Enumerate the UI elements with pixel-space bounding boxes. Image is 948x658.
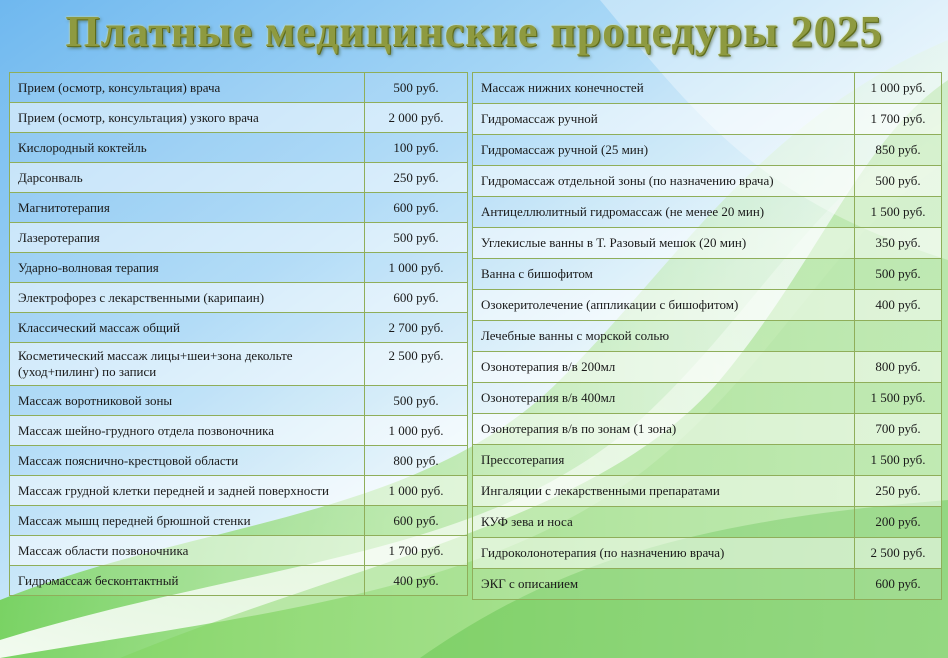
service-price: 500 руб. bbox=[855, 166, 942, 197]
service-name: Гидромассаж бесконтактный bbox=[10, 566, 365, 596]
service-price: 1 500 руб. bbox=[855, 383, 942, 414]
service-price: 350 руб. bbox=[855, 228, 942, 259]
table-row bbox=[473, 197, 942, 228]
service-name: Озонотерапия в/в 400мл bbox=[473, 383, 855, 414]
service-price: 1 000 руб. bbox=[365, 253, 468, 283]
service-price: 200 руб. bbox=[855, 507, 942, 538]
service-price: 1 000 руб. bbox=[365, 416, 468, 446]
service-price: 500 руб. bbox=[365, 223, 468, 253]
table-row bbox=[10, 253, 468, 283]
table-row bbox=[473, 352, 942, 383]
table-row bbox=[10, 506, 468, 536]
service-name: Гидромассаж ручной bbox=[473, 104, 855, 135]
table-row bbox=[10, 133, 468, 163]
table-row bbox=[473, 538, 942, 569]
service-name: Дарсонваль bbox=[10, 163, 365, 193]
table-row bbox=[10, 223, 468, 253]
service-price: 400 руб. bbox=[365, 566, 468, 596]
service-name: Массаж области позвоночника bbox=[10, 536, 365, 566]
table-row bbox=[10, 313, 468, 343]
service-name: Магнитотерапия bbox=[10, 193, 365, 223]
table-row bbox=[473, 166, 942, 197]
price-table-left bbox=[9, 72, 468, 596]
table-row bbox=[10, 343, 468, 386]
table-row bbox=[473, 104, 942, 135]
service-name: Массаж нижних конечностей bbox=[473, 73, 855, 104]
table-row bbox=[473, 383, 942, 414]
service-price: 250 руб. bbox=[855, 476, 942, 507]
table-row bbox=[10, 536, 468, 566]
table-row bbox=[10, 386, 468, 416]
table-row bbox=[10, 566, 468, 596]
service-name: Гидромассаж отдельной зоны (по назначению врача) bbox=[473, 166, 855, 197]
table-row bbox=[10, 103, 468, 133]
table-row bbox=[10, 163, 468, 193]
service-price: 500 руб. bbox=[365, 73, 468, 103]
service-name: Озонотерапия в/в 200мл bbox=[473, 352, 855, 383]
service-name: Ударно-волновая терапия bbox=[10, 253, 365, 283]
service-name: Классический массаж общий bbox=[10, 313, 365, 343]
service-name: Озокеритолечение (аппликации с бишофитом) bbox=[473, 290, 855, 321]
service-price: 600 руб. bbox=[365, 506, 468, 536]
service-name: Углекислые ванны в Т. Разовый мешок (20 мин) bbox=[473, 228, 855, 259]
table-row bbox=[473, 476, 942, 507]
service-name: Антицеллюлитный гидромассаж (не менее 20 мин) bbox=[473, 197, 855, 228]
service-name: Ингаляции с лекарственными препаратами bbox=[473, 476, 855, 507]
service-name: Прием (осмотр, консультация) узкого врача bbox=[10, 103, 365, 133]
service-name: Массаж грудной клетки передней и задней поверхности bbox=[10, 476, 365, 506]
service-price: 1 000 руб. bbox=[855, 73, 942, 104]
page-title: Платные медицинские процедуры 2025 bbox=[65, 7, 883, 56]
service-name: Массаж воротниковой зоны bbox=[10, 386, 365, 416]
service-price: 250 руб. bbox=[365, 163, 468, 193]
service-price: 1 000 руб. bbox=[365, 476, 468, 506]
table-row bbox=[473, 73, 942, 104]
service-name: Прием (осмотр, консультация) врача bbox=[10, 73, 365, 103]
table-row bbox=[473, 228, 942, 259]
service-price: 1 700 руб. bbox=[365, 536, 468, 566]
service-name: Кислородный коктейль bbox=[10, 133, 365, 163]
service-price: 600 руб. bbox=[365, 193, 468, 223]
table-row bbox=[10, 193, 468, 223]
service-price: 500 руб. bbox=[365, 386, 468, 416]
table-row bbox=[473, 259, 942, 290]
service-name: Косметический массаж лицы+шеи+зона декольте (уход+пилинг) по записи bbox=[10, 343, 365, 386]
table-row bbox=[473, 414, 942, 445]
service-name: Лазеротерапия bbox=[10, 223, 365, 253]
service-name: Массаж пояснично-крестцовой области bbox=[10, 446, 365, 476]
service-name: Ванна с бишофитом bbox=[473, 259, 855, 290]
service-name: КУФ зева и носа bbox=[473, 507, 855, 538]
service-price: 400 руб. bbox=[855, 290, 942, 321]
table-row bbox=[473, 569, 942, 600]
service-price: 700 руб. bbox=[855, 414, 942, 445]
table-row bbox=[473, 445, 942, 476]
table-row bbox=[10, 476, 468, 506]
service-name: Озонотерапия в/в по зонам (1 зона) bbox=[473, 414, 855, 445]
table-row bbox=[473, 321, 942, 352]
service-price: 500 руб. bbox=[855, 259, 942, 290]
service-price: 1 700 руб. bbox=[855, 104, 942, 135]
service-price: 600 руб. bbox=[855, 569, 942, 600]
service-name: Массаж мышц передней брюшной стенки bbox=[10, 506, 365, 536]
table-row bbox=[10, 283, 468, 313]
table-row bbox=[10, 73, 468, 103]
service-price: 1 500 руб. bbox=[855, 197, 942, 228]
table-row bbox=[473, 507, 942, 538]
service-price: 850 руб. bbox=[855, 135, 942, 166]
service-name: Прессотерапия bbox=[473, 445, 855, 476]
service-price: 800 руб. bbox=[365, 446, 468, 476]
service-name: Гидромассаж ручной (25 мин) bbox=[473, 135, 855, 166]
price-table-right bbox=[472, 72, 942, 600]
service-name: ЭКГ с описанием bbox=[473, 569, 855, 600]
service-price: 600 руб. bbox=[365, 283, 468, 313]
service-price: 2 000 руб. bbox=[365, 103, 468, 133]
service-name: Лечебные ванны с морской солью bbox=[473, 321, 855, 352]
table-row bbox=[473, 290, 942, 321]
service-price: 2 500 руб. bbox=[855, 538, 942, 569]
service-price: 1 500 руб. bbox=[855, 445, 942, 476]
service-name: Массаж шейно-грудного отдела позвоночника bbox=[10, 416, 365, 446]
service-price: 2 500 руб. bbox=[365, 343, 468, 386]
table-row bbox=[473, 135, 942, 166]
table-row bbox=[10, 416, 468, 446]
service-price: 2 700 руб. bbox=[365, 313, 468, 343]
service-name: Гидроколонотерапия (по назначению врача) bbox=[473, 538, 855, 569]
service-price: 800 руб. bbox=[855, 352, 942, 383]
table-row bbox=[10, 446, 468, 476]
service-price bbox=[855, 321, 942, 352]
service-name: Электрофорез с лекарственными (карипаин) bbox=[10, 283, 365, 313]
service-price: 100 руб. bbox=[365, 133, 468, 163]
